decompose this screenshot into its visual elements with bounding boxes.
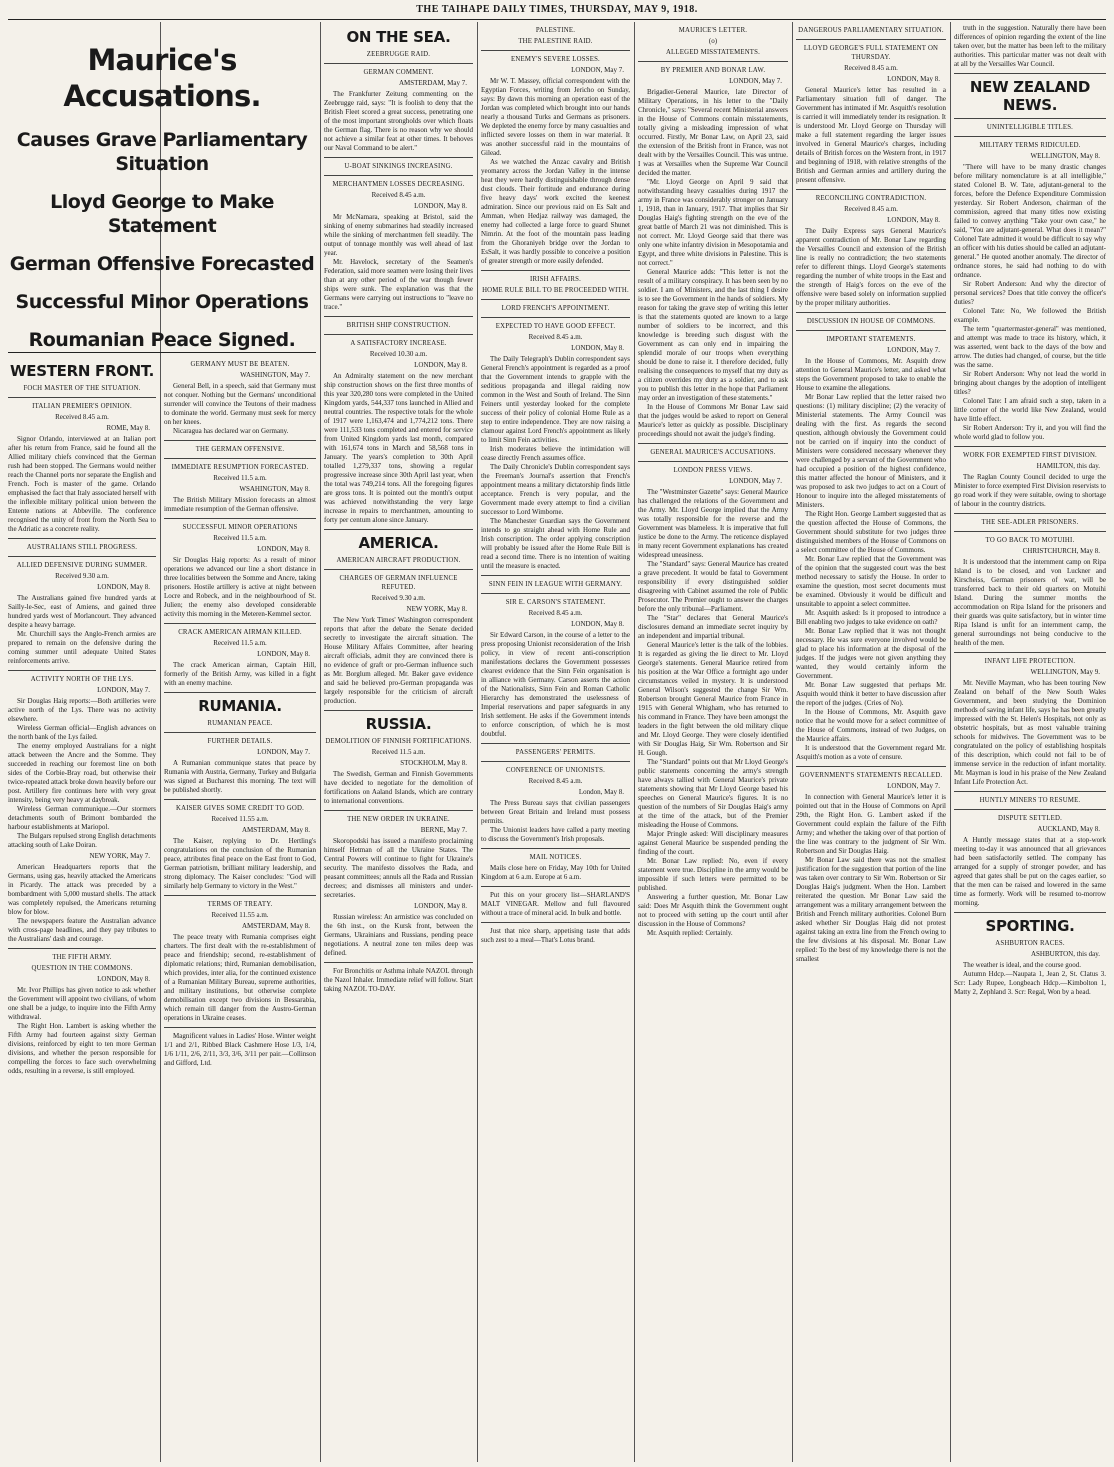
section-heading: IRISH AFFAIRS. bbox=[529, 276, 582, 283]
column-4 bbox=[481, 24, 630, 1462]
divider-rule bbox=[164, 799, 316, 800]
received-time: Received 11.55 a.m. bbox=[211, 911, 269, 919]
column-5 bbox=[638, 24, 788, 1462]
dateline: LONDON, May 7. bbox=[257, 748, 310, 756]
section-heading: GENERAL MAURICE'S ACCUSATIONS. bbox=[650, 449, 776, 456]
section-heading: RECONCILING CONTRADICTION. bbox=[815, 195, 927, 202]
section-heading: ACTIVITY NORTH OF THE LYS. bbox=[30, 676, 134, 683]
section-heading: DISCUSSION IN HOUSE OF COMMONS. bbox=[806, 318, 936, 325]
article-paragraph: Irish moderates believe the intimidation will cease directly French assumes office. bbox=[481, 445, 630, 462]
article-paragraph: "Mr. Lloyd George on April 9 said that notwithstanding heavy casualties during 1917 the army in France was considerably stronger on January 1, 1918, than in January, 1917. That implies that Sir Douglas Haig's fighting strength on the eve of the great battle of March 21 was not diminished. This is not correct. Mr. Lloyd George said that there was only one white infantry division in Mesopotamia and Egypt, and three white divisions in Palestine. This is not correct." bbox=[638, 178, 788, 267]
section-heading: FOCH MASTER OF THE SITUATION. bbox=[23, 385, 141, 392]
article-paragraph: Russian wireless: An armistice was concluded on the 6th inst., on the Kursk front, between the Germans, Ukrainians and Russians, pending peace negotiations. A neutral zone ten miles deep was defined. bbox=[324, 913, 473, 957]
divider-rule bbox=[164, 732, 316, 733]
section-heading: CONFERENCE OF UNIONISTS. bbox=[505, 767, 606, 774]
dateline: LONDON, May 7. bbox=[729, 77, 782, 85]
received-time: Received 11.5 a.m. bbox=[213, 639, 267, 647]
article-paragraph: American Headquarters reports that the Germans, using gas, heavily attacked the Americans in Picardy. The attack was preceded by a bombardment with 5,000 mustard shells. The attack was completely repulsed, the Americans returning blow for blow. bbox=[8, 863, 156, 916]
divider-rule bbox=[954, 136, 1106, 137]
divider-rule bbox=[481, 743, 630, 744]
section-heading: IMPORTANT STATEMENTS. bbox=[826, 336, 916, 343]
dateline: London, May 8. bbox=[578, 788, 624, 796]
dateline: WELLINGTON, May 8. bbox=[1030, 152, 1100, 160]
article-paragraph: Brigadier-General Maurice, late Director of Military Operations, in his letter to the "Daily Chronicle," says: "Several recent Ministerial answers in the House of Commons contain misstatements, totally giving a misleading impression of what occurred. Firstly, Mr Bonar Law, on April 23, said the extension of the British front in France, was not dealt with by the Versailles Council. This was untrue. I was at Versailles when the Supreme War Council decided the matter. bbox=[638, 88, 788, 177]
divider-rule bbox=[954, 513, 1106, 514]
section-heading: DEMOLITION OF FINNISH FORTIFICATIONS. bbox=[325, 738, 472, 745]
divider-rule bbox=[796, 330, 946, 331]
column-rule bbox=[634, 22, 635, 1462]
article-paragraph: The crack American airman, Captain Hill, formerly of the British Army, was killed in a fight with an enemy machine. bbox=[164, 661, 316, 687]
article-paragraph: The "Star" declares that General Maurice's disclosures demand an immediate secret inquiry by an independent and impartial tribunal. bbox=[638, 614, 788, 640]
divider-rule bbox=[954, 912, 1106, 913]
column-7 bbox=[954, 24, 1106, 1462]
divider-rule bbox=[324, 334, 473, 335]
received-time: Received 8.45 a.m. bbox=[528, 777, 583, 785]
received-time: Received 11.5 a.m. bbox=[213, 474, 267, 482]
section-heading: SINN FEIN IN LEAGUE WITH GERMANY. bbox=[488, 581, 623, 588]
section-heading: MAURICE'S LETTER. bbox=[678, 27, 748, 34]
divider-rule bbox=[164, 458, 316, 459]
section-title: ON THE SEA. bbox=[346, 28, 451, 46]
section-heading: ZEEBRUGGE RAID. bbox=[366, 51, 431, 58]
article-paragraph: As we watched the Anzac cavalry and British yeomanry across the Jordan Valley in the intense heat they were hardly distinguishable through dense dust clouds. Their fortitude and endurance during five heavy days' work excited the keenest admiration. Since our previous raid on Es Salt and Amman, when Hedjaz railway was damaged, the enemy had collected a large force to guard Shunet Nimrin. At the foot of the mountain pass leading from the Ghoraniyeh bridge over the Jordan to EsSalt, it was hardly possible to conceive a position of greater strength or more easily defended. bbox=[481, 158, 630, 265]
article-paragraph: Mr McNamara, speaking at Bristol, said the sinking of enemy submarines had steadily increased while the sinking of merchantmen fell steadily. The output of tonnage monthly was well ahead of last year. bbox=[324, 213, 473, 257]
banner-rule bbox=[8, 352, 316, 353]
article-paragraph: The Daily Express says General Maurice's apparent contradiction of Mr. Bonar Law regarding the Versailles Council and extension of the British line is really no contradiction; the two statements refer to different things. Lloyd George's statements regarding the number of white troops in the East and the strength of Haig's forces on the eve of the offensive were based solely on information supplied by the proper military authorities. bbox=[796, 227, 946, 307]
divider-rule bbox=[954, 809, 1106, 810]
dateline: LONDON, May 8. bbox=[571, 620, 624, 628]
article-paragraph: A Rumanian communique states that peace by Rumania with Austria, Germany, Turkey and Bulgaria was signed at Bucharest this morning. The text will be published shortly. bbox=[164, 759, 316, 794]
divider-rule bbox=[481, 575, 630, 576]
section-heading: DANGEROUS PARLIAMENTARY SITUATION. bbox=[798, 27, 944, 34]
article-paragraph: The newspapers feature the Australian advance with cross-page headlines, and they pay tributes to the Australians' dash and courage. bbox=[8, 917, 156, 943]
divider-rule bbox=[324, 529, 473, 530]
divider-rule bbox=[324, 316, 473, 317]
divider-rule bbox=[324, 569, 473, 570]
section-heading: AMERICAN AIRCRAFT PRODUCTION. bbox=[336, 557, 461, 564]
article-paragraph: Mails close here on Friday, May 10th for United Kingdom at 6 a.m. Europe at 6 a.m. bbox=[481, 864, 630, 881]
article-paragraph: The weather is ideal, and the course good. bbox=[963, 961, 1081, 969]
article-paragraph: Mr Bonar Law said there was not the smallest justification for the suggestion that portion of the line was taken over contrary to Sir Wm. Robertson or Sir Douglas Haig's judgment. When the Hon. Lambert reiterated the question. Mr Bonar Law said the arrangement was a military arrangement between the British and French military authorities. Colonel Burn asked whether Sir Douglas Haig did not protest against taking an extra line from the French owing to the few divisions at his disposal. Mr. Bonar Law replied: To the best of my knowledge there is not the smallest bbox=[796, 856, 946, 963]
divider-rule bbox=[164, 692, 316, 693]
front-deck-5: Roumanian Peace Signed. bbox=[28, 329, 296, 351]
dateline: LONDON, May 8. bbox=[97, 583, 150, 591]
section-heading: ALLIED DEFENSIVE DURING SUMMER. bbox=[16, 562, 148, 569]
received-time: Received 8.45 a.m. bbox=[371, 191, 426, 199]
article-paragraph: Autumn Hdcp.—Naupata 1, Jean 2, St. Clatus 3. Scr: Lady Rupee, Longbeach Hdcp.—Kimbolton 1, Matty 2, Zephland 3. Scr: Regal, Won by a head. bbox=[954, 970, 1106, 996]
divider-rule bbox=[164, 518, 316, 519]
section-heading: THE SEE-ADLER PRISONERS. bbox=[981, 519, 1079, 526]
column-rule bbox=[792, 22, 793, 1462]
section-title: RUSSIA. bbox=[365, 715, 432, 733]
divider-rule bbox=[481, 270, 630, 271]
front-deck-4: Successful Minor Operations bbox=[15, 291, 309, 313]
section-heading: IMMEDIATE RESUMPTION FORECASTED. bbox=[171, 464, 309, 471]
section-heading: KAISER GIVES SOME CREDIT TO GOD. bbox=[176, 805, 304, 812]
article-paragraph: The Right Hon. George Lambert suggested that as the question affected the House of Commons, the Government should substitute for two judges three distinguished members of the House of Commons on a select committee of the House of Commons. bbox=[796, 510, 946, 554]
article-paragraph: The Kaiser, replying to Dr. Hertling's congratulations on the conclusion of the Rumanian peace, attributes final peace on the East front to God, German patriotism, brilliant military leadership, and strong diplomacy. The Kaiser concludes: "God will similarly help Germany to victory in the West." bbox=[164, 837, 316, 890]
divider-rule bbox=[164, 440, 316, 441]
divider-rule bbox=[796, 766, 946, 767]
column-rule bbox=[950, 22, 951, 1462]
column-2 bbox=[164, 358, 316, 1462]
article-paragraph: The New York Times' Washington correspondent reports that after the debate the Senate decided secretly to investigate the aircraft situation. The House Military Affairs Committee, after hearing aircraft officials, admit they are convinced there is no evidence of graft or pro-German influence such as Mr. Borglum alleged. Mr. Baker gave evidence and said he believed pro-German propaganda was largely responsible for the criticism of aircraft production. bbox=[324, 616, 473, 705]
section-heading: U-BOAT SINKINGS INCREASING. bbox=[344, 163, 453, 170]
divider-rule bbox=[954, 118, 1106, 119]
article-paragraph: Mr. Bonar Law replied that it was not thought necessary. He was sure everyone involved would be glad to place his information at the disposal of the judges. If the judges were not given anything they wanted, they would certainly inform the Government. bbox=[796, 627, 946, 680]
front-headline: Maurice's Accusations. bbox=[63, 43, 261, 113]
article-paragraph: Colonel Tate: I am afraid such a step, taken in a little corner of the world like New Zealand, would have little effect. bbox=[954, 397, 1106, 423]
section-heading: THE NEW ORDER IN UKRAINE. bbox=[347, 816, 450, 823]
divider-rule bbox=[638, 61, 788, 62]
article-paragraph: Sir Douglas Haig reports: As a result of minor operations we advanced our line a short distance in three localities between the Somme and Ancre, taking prisoners. Hostile artillery is active at night between Locre and Robeck, and in the neighbourhood of St. Julien; the enemy also developed considerable activity this morning in the Meteren-Kemmel sector. bbox=[164, 556, 316, 618]
section-heading: GERMANY MUST BE BEATEN. bbox=[190, 361, 290, 368]
divider-rule bbox=[481, 848, 630, 849]
divider-rule bbox=[481, 299, 630, 300]
article-paragraph: In connection with General Maurice's letter it is pointed out that in the House of Commons on April 29th, the Right Hon. G. Lambert asked if the Government could explain the failure of the Fifth Army; and whether the taking over of that portion of the line was contrary to the judgment of Sir Wm. Robertson and Sir Douglas Haig. bbox=[796, 793, 946, 855]
dateline: LONDON, May 8. bbox=[887, 75, 940, 83]
divider-rule bbox=[164, 895, 316, 896]
dateline: CHRISTCHURCH, May 8. bbox=[1022, 547, 1100, 555]
article-paragraph: Sir Douglas Haig reports:—Both artilleries were active north of the Lys. There was no activity elsewhere. bbox=[8, 697, 156, 723]
section-heading: THE FIFTH ARMY. bbox=[52, 954, 112, 961]
received-time: Received 8.45 a.m. bbox=[844, 64, 898, 72]
received-time: Received 9.30 a.m. bbox=[55, 572, 109, 580]
dateline: LONDON, May 7. bbox=[571, 66, 624, 74]
article-paragraph: Mr W. T. Massey, official correspondent with the Egyptian Forces, writing from Jericho on Sunday, says: By dawn this morning an operation east of the Jordan was completed which brought into our hands nearly a thousand Turks and Germans as prisoners. We depleted the enemy force by many casualties and inflicted severe losses on them in war material. It was another successful raid in the mountains of Gilead. bbox=[481, 77, 630, 157]
section-heading: A SATISFACTORY INCREASE. bbox=[350, 340, 447, 347]
article-paragraph: Mr. Churchill says the Anglo-French armies are prepared to remain on the defensive during the coming summer until adequate United States reinforcements arrive. bbox=[8, 630, 156, 665]
column-3 bbox=[324, 24, 473, 1462]
section-heading: SUCCESSFUL MINOR OPERATIONS bbox=[182, 524, 298, 531]
article-paragraph: General Bell, in a speech, said that Germany must not conquer. Nothing but the Germans' unconditional surrender will convince the Teutons of their madness to dominate the world. Germany must seek for mercy on her knees. bbox=[164, 382, 316, 426]
dateline: LONDON, May 8. bbox=[257, 545, 310, 553]
article-paragraph: The Unionist leaders have called a party meeting to discuss the Government's Irish proposals. bbox=[481, 826, 630, 843]
section-heading: GOVERNMENT'S STATEMENTS RECALLED. bbox=[799, 772, 943, 779]
divider-rule bbox=[954, 446, 1106, 447]
article-paragraph: Mr. Bonar Law replied that the Government was of the opinion that the suggested court was the best method necessary to satisfy the House. In order to examine the question, most secret documents must be examined. Obviously it would be difficult and unsuitable to appoint a select committee. bbox=[796, 555, 946, 608]
article-paragraph: Mr Bonar Law replied that the letter raised two questions: (1) military discipline; (2) the veracity of Ministerial statements. The Army Council was dealing with the first. As regards the second question, although obviously the Government could not be carried on if inquiry into the conduct of Ministers were considered necessary whenever they were challenged by a servant of the Government who had occupied a position of the highest confidence, this matter affected the honour of Ministers, and it was proposed to ask two judges to act on a Court of Honour to inquire into the alleged misstatements of Ministers. bbox=[796, 393, 946, 509]
section-heading: MERCHANTMEN LOSSES DECREASING. bbox=[332, 181, 465, 188]
section-heading: UNINTELLIGIBLE TITLES. bbox=[986, 124, 1074, 131]
dateline: LONDON, May 7. bbox=[97, 686, 150, 694]
article-paragraph: Mr. Bonar Law replied: No, even if every statement were true. Discipline in the army would be impossible if such letters were permitted to be published. bbox=[638, 857, 788, 892]
article-paragraph: It is understood that the Government regard Mr. Asquith's motion as a vote of censure. bbox=[796, 744, 946, 761]
article-paragraph: Mr. Ivor Phillips has given notice to ask whether the Government will appoint two civilians, of whom one shall be a judge, to inquire into the Fifth Army withdrawal. bbox=[8, 986, 156, 1021]
front-deck-3: German Offensive Forecasted bbox=[9, 253, 315, 275]
section-heading: BY PREMIER AND BONAR LAW. bbox=[660, 67, 766, 74]
received-time: Received 8.45 a.m. bbox=[844, 205, 898, 213]
section-heading: HUNTLY MINERS TO RESUME. bbox=[979, 797, 1081, 804]
section-title: WESTERN FRONT. bbox=[10, 362, 154, 380]
received-time: (o) bbox=[708, 37, 718, 45]
divider-rule bbox=[481, 886, 630, 887]
article-paragraph: Colonel Tate: No, We followed the British example. bbox=[954, 307, 1106, 324]
section-heading: MILITARY TERMS RIDICULED. bbox=[979, 142, 1081, 149]
article-paragraph: Skoropodski has issued a manifesto proclaiming himself Hetman of all the Ukraine States. The Central Powers will continue to fight for Ukraine's security. The manifesto dissolves the Rada, and peasant committees; annuls all the Rada and Russian decrees; and dismisses all ministers and under-secretaries. bbox=[324, 837, 473, 899]
divider-rule bbox=[481, 761, 630, 762]
article-paragraph: Mr. Asquith replied: Certainly. bbox=[647, 929, 733, 937]
dateline: STOCKHOLM, May 8. bbox=[400, 759, 467, 767]
front-banner bbox=[8, 24, 316, 364]
article-paragraph: Sir Robert Anderson: And why the director of personal services? Does that title convey the officer's duties? bbox=[954, 280, 1106, 306]
section-heading: EXPECTED TO HAVE GOOD EFFECT. bbox=[495, 323, 616, 330]
dateline: LONDON, May 7. bbox=[887, 346, 940, 354]
dateline: LONDON, May 8. bbox=[414, 202, 467, 210]
dateline: WSAHINGTON, May 8. bbox=[239, 485, 310, 493]
received-time: Received 9.30 a.m. bbox=[371, 594, 426, 602]
article-paragraph: The Daily Telegraph's Dublin correspondent says General French's appointment is regarded as a proof that the Government intends to grapple with the seditious propaganda and illegal raiding now common in the West and South of Ireland. The Sinn Feiners until yesterday looked for the complete success of their policy of colonial Home Rule as a step to entire independence. They are now raising a clamour against Lord French's appointment as likely to limit Sinn Fein activities. bbox=[481, 355, 630, 444]
article-paragraph: The peace treaty with Rumania comprises eight charters. The first dealt with the re-establishment of peace and friendship; second, re-establishment of diplomatic relations; third, Rumanian demobilisation, which provides, inter alia, for the continued existence of a Rumanian Military Bureau, supreme authorities, and military institutions, but otherwise complete demobilisation except two divisions in Bessarabia, which remain till danger from the Austro-German operations in Ukraine ceases. bbox=[164, 933, 316, 1022]
front-deck-1: Causes Grave Parliamentary Situation bbox=[16, 129, 308, 175]
article-paragraph: General Maurice's letter is the talk of the lobbies. It is regarded as giving the lie direct to Mr. Lloyd George's statements. General Maurice retired from his position at the War Office a fortnight ago under circumstances veiled in mystery. It is understood General Wilson's suggested the change Sir Wm. Robertson brought General Maurice from France in 1915 with General Whigham, who has returned to his command in France. They have been amongst the leaders in the fight between the old military clique and Mr. Lloyd George. They were closely identified with Sir Douglas Haig, Sir Wm. Robertson and Sir H. Gough. bbox=[638, 641, 788, 757]
article-paragraph: The Right Hon. Lambert is asking whether the Fifth Army had fourteen against sixty German divisions, reinforced by eight to ten more German divisions, and whether the person responsible for compelling the forces to face such overwhelming odds, resulting in a reverse, is still employed. bbox=[8, 1022, 156, 1075]
dateline: ASHBURTON, this day. bbox=[1030, 950, 1100, 958]
column-rule bbox=[320, 22, 321, 1462]
article-paragraph: The enemy employed Australians for a night attack between the Ancre and the Somme. They succeeded in reaching our foremost line on both sides of the Corbie-Bray road, but otherwise their twice-repeated attack broke down heavily before our post. Artillery fire continues here with very great intensity, being very heavy at daybreak. bbox=[8, 742, 156, 804]
article-paragraph: General Maurice's letter has resulted in a Parliamentary situation full of danger. The Government has intimated if Mr. Asquith's resolution is carried it will immediately tender its resignation. It is understood Mr. Lloyd George on Thursday will make a full statement regarding the larger issues involved in General Maurice's charges, including details of British forces on the Western front, in 1917 and beginning of 1918, with relative strengths of the British and German armies and artillery during the present offensive. bbox=[796, 86, 946, 184]
section-title: SPORTING. bbox=[985, 917, 1075, 935]
masthead-rule bbox=[8, 19, 1106, 20]
article-paragraph: Mr. Neville Mayman, who has been touring New Zealand on behalf of the New South Wales Government, and been studying the Dominion methods of saving infant life, says he has been greatly impressed with the St. Helen's Hospitals, not only as obstetric hospitals, but as most valuable training schools for midwives. The Government was to be congratulated on the policy of establishing hospitals of this description, which could not fail to be of immense service in the reduction of infant mortality. Mr. Mayman is loud in his praise of the New Zealand Infant Life Protection Act. bbox=[954, 679, 1106, 786]
section-heading: TERMS OF TREATY. bbox=[207, 901, 273, 908]
section-heading: HOME RULE BILL TO BE PROCEEDED WITH. bbox=[482, 287, 629, 294]
section-heading: GERMAN COMMENT. bbox=[363, 69, 434, 76]
section-heading: ITALIAN PREMIER'S OPINION. bbox=[32, 403, 132, 410]
dateline: WASHINGTON, May 7. bbox=[240, 371, 310, 379]
section-heading: SIR E. CARSON'S STATEMENT. bbox=[505, 599, 606, 606]
divider-rule bbox=[324, 63, 473, 64]
divider-rule bbox=[324, 962, 473, 963]
article-paragraph: The Daily Chronicle's Dublin correspondent says the Freeman's Journal's assertion that French's appointment means a military dictatorship finds little acceptance. French is very popular, and the Government made every attempt to find a civilian successor to Lord Wimborne. bbox=[481, 463, 630, 516]
section-heading: LONDON PRESS VIEWS. bbox=[673, 467, 753, 474]
article-paragraph: Sir Edward Carson, in the course of a letter to the press proposing Unionist reconsideration of the Irish policy, in view of recent anti-conscription manifestations declares the Government possesses clearest evidence that the Sinn Fein organisation is in alliance with Germany. Carson asserts the action of the Nationalists, Sinn Fein and Roman Catholic Hierarchy has demonstrated the uselessness of Imperial reservations and paper safeguards in any Irish settlement. He asks if the Government intends to enforce conscription, of which he is most doubtful. bbox=[481, 631, 630, 738]
section-heading: QUESTION IN THE COMMONS. bbox=[31, 965, 133, 972]
section-heading: WORK FOR EXEMPTED FIRST DIVISION. bbox=[963, 452, 1097, 459]
dateline: BERNE, May 7. bbox=[420, 826, 467, 834]
section-heading: ASHBURTON RACES. bbox=[995, 940, 1065, 947]
dateline: AUCKLAND, May 8. bbox=[1037, 825, 1100, 833]
section-heading: LORD FRENCH'S APPOINTMENT. bbox=[501, 305, 610, 312]
article-paragraph: Just that nice sharp, appetising taste that adds such zest to a meal—That's Lotus brand. bbox=[481, 927, 630, 944]
dateline: LONDON, May 8. bbox=[97, 975, 150, 983]
article-paragraph: The Bulgars repulsed strong English detachments attacking south of Lake Doiran. bbox=[8, 832, 156, 849]
received-time: Received 11.5 a.m. bbox=[371, 748, 426, 756]
divider-rule bbox=[8, 556, 156, 557]
section-heading: INFANT LIFE PROTECTION. bbox=[984, 658, 1076, 665]
received-time: Received 10.30 a.m. bbox=[369, 350, 428, 358]
divider-rule bbox=[796, 39, 946, 40]
section-heading: TO GO BACK TO MOTUIHI. bbox=[985, 537, 1075, 544]
divider-rule bbox=[164, 1027, 316, 1028]
divider-rule bbox=[638, 461, 788, 462]
dateline: AMSTERDAM, May 8. bbox=[241, 922, 310, 930]
article-paragraph: Nicaragua has declared war on Germany. bbox=[173, 427, 289, 435]
article-paragraph: Major Pringle asked: Will disciplinary measures against General Maurice be suspended pending the finding of the court. bbox=[638, 830, 788, 856]
section-heading: CRACK AMERICAN AIRMAN KILLED. bbox=[178, 629, 302, 636]
dateline: LONDON, May 8. bbox=[887, 216, 940, 224]
article-paragraph: Wireless German communique.—Our stormers detachments south of Brimont bombarded the harbour establishments at Mariopol. bbox=[8, 805, 156, 831]
section-heading: ALLEGED MISSTATEMENTS. bbox=[665, 49, 761, 56]
section-heading: PALESTINE. bbox=[535, 27, 576, 34]
article-paragraph: An Admiralty statement on the new merchant ship construction shows on the first three months of this year 320,280 tons were completed in the United Kingdom yards, 544,337 tons launched in Allied and neutral countries. The respective totals for the whole of 1917 were 1,163,474 and 1,774,212 tons. There were 111,533 tons completed and entered for service from United Kingdom yards last month, compared with 161,674 tons in March and 58,568 tons in January. The years's completion to 30th April totalled 1,279,337 tons, showing a regular progressive increase since 30th April last year, when the total was 749,214 tons. All the foregoing figures are gross tons. It is pointed out the month's output was achieved notwithstanding the very large increase in repairs to merchantmen, amounting to forty per centum alone since January. bbox=[324, 372, 473, 524]
divider-rule bbox=[324, 157, 473, 158]
section-title: NEW ZEALAND NEWS. bbox=[969, 78, 1091, 114]
front-deck-2: Lloyd George to Make Statement bbox=[50, 191, 274, 237]
divider-rule bbox=[8, 948, 156, 949]
article-paragraph: The Frankfurter Zeitung commenting on the Zeebrugge raid, says: "It is foolish to deny that the British Fleet scored a great success, penetrating one of the most important strongholds over which floats the German flag. There is no reason why we should not achieve a similar feat at other times. It behoves our Naval Command to be alert." bbox=[324, 90, 473, 152]
divider-rule bbox=[796, 312, 946, 313]
dateline: LONDON, May 8. bbox=[257, 650, 310, 658]
section-heading: THE GERMAN OFFENSIVE. bbox=[195, 446, 285, 453]
dateline: AMSTERDAM, May 7. bbox=[398, 79, 467, 87]
dateline: LONDON, May 7. bbox=[729, 477, 782, 485]
divider-rule bbox=[954, 73, 1106, 74]
article-paragraph: The Australians gained five hundred yards at Sailly-le-Sec, east of Amiens, and gained three hundred yards west of Morlancourt. They advanced despite a heavy barrage. bbox=[8, 594, 156, 629]
article-paragraph: The Swedish, German and Finnish Governments have decided to negotiate for the demolition of fortifications on Aaland Islands, which are contrary to international conventions. bbox=[324, 770, 473, 805]
divider-rule bbox=[954, 791, 1106, 792]
article-paragraph: The "Westminster Gazette" says: General Maurice has challenged the relations of the Government and the Army. Mr. Lloyd George implied that the Army was totally responsible for the reverse and the Government was blameless. It is imperative that full justice be done to the Army. The reticence displayed in many recent Government explanations has created widespread uneasiness. bbox=[638, 488, 788, 559]
column-rule bbox=[477, 22, 478, 1462]
article-paragraph: Put this on your grocery list—SHARLAND'S MALT VINEGAR. Mellow and full flavoured without a trace of mineral acid. In bulk and bottle. bbox=[481, 891, 630, 917]
divider-rule bbox=[8, 397, 156, 398]
section-title: RUMANIA. bbox=[198, 697, 282, 715]
received-time: Received 8.45 a.m. bbox=[55, 413, 109, 421]
divider-rule bbox=[638, 443, 788, 444]
article-paragraph: Answering a further question, Mr. Bonar Law said: Does Mr Asquith think the Government ought not to proceed with setting up the court until after discussion in the House of Commons? bbox=[638, 893, 788, 928]
divider-rule bbox=[954, 652, 1106, 653]
article-paragraph: A Huntly message states that at a stop-work meeting to-day it was announced that all grievances had been satisfactorily settled. The company has arranged for a supply of stronger powder, and has agreed that gates shall be put on the cages earlier, so that the men can be raised and lowered in the same time as formerly. Work will be resumed to-morrow morning. bbox=[954, 836, 1106, 907]
divider-rule bbox=[324, 810, 473, 811]
section-heading: MAIL NOTICES. bbox=[529, 854, 582, 861]
dateline: NEW YORK, May 7. bbox=[89, 852, 150, 860]
article-paragraph: The Press Bureau says that civilian passengers between Great Britain and Ireland must possess permits. bbox=[481, 799, 630, 825]
divider-rule bbox=[481, 922, 630, 923]
article-paragraph: The Raglan County Council decided to urge the Minister to force exempted First Division reservists to go road work if they were suitable, owing to shortage of labour in the country districts. bbox=[954, 473, 1106, 508]
article-paragraph: It is understood that the internment camp on Ripa Island is to be closed, and von Luckner and Kirscheiss, German prisoners of war, will be transferred back to their old quarters on Motuihi Island. During the summer months the accommodation on Ripa Island for the prisoners and their guards was quite satisfactory, but in winter time Ripa Island is unfit for an internment camp, the general surroundings not being conducive to the health of the men. bbox=[954, 558, 1106, 647]
divider-rule bbox=[954, 531, 1106, 532]
section-heading: DISPUTE SETTLED. bbox=[998, 815, 1062, 822]
section-heading: FURTHER DETAILS. bbox=[207, 738, 273, 745]
divider-rule bbox=[324, 710, 473, 711]
section-heading: LLOYD GEORGE'S FULL STATEMENT ON THURSDAY. bbox=[803, 45, 939, 61]
masthead: THE TAIHAPE DAILY TIMES, THURSDAY, MAY 9, 1918. bbox=[416, 4, 698, 15]
article-paragraph: General Maurice adds: "This letter is not the result of a military conspiracy. It has been seen by no soldier. I am of Ministers, and the last thing I desire is to see the Government in the hands of soldiers. My reason for taking the grave step of writing this letter is that the statements quoted are known to a large number of soldiers to be incorrect, and this knowledge is breeding such disgust with the Government as can only end in impairing the splendid morale of our troops when everything should be done to raise it. I therefore decided, fully realising the consequences to myself that my duty as a citizen overrides my duty as a soldier, and to ask you to publish this letter in the hope that Parliament may order an investigation of these statements." bbox=[638, 268, 788, 402]
dateline: AMSTERDAM, May 8. bbox=[241, 826, 310, 834]
article-paragraph: The "Standard" points out that Mr Lloyd George's public statements concerning the army's strength have always tallied with General Maurice's private statements showing that Mr Lloyd George based his speeches on General Maurice's figures. It is no question of the numbers of Sir Douglas Haig's army at the time of the attack, but of the Premier misleading the House of Commons. bbox=[638, 758, 788, 829]
column-6 bbox=[796, 24, 946, 1462]
article-paragraph: Wireless German official—English advances on the north bank of the Lys failed. bbox=[8, 724, 156, 741]
article-paragraph: Sir Robert Anderson: Try it, and you will find the whole world glad to follow you. bbox=[954, 424, 1106, 441]
article-paragraph: In the House of Commons, Mr. Asquith gave notice that he would move for a select committee of the House of Commons, instead of two Judges, on the Maurice affairs. bbox=[796, 708, 946, 743]
article-paragraph: truth in the suggestion. Naturally there have been differences of opinion regarding the extent of the line taken over, but the matter has been left to the military authorities. This particular matter was not dealt with at all by the Versailles War Council. bbox=[954, 24, 1106, 68]
article-paragraph: The term "quartermaster-general" was mentioned, and attempt was made to trace its history, which, it was asserted, went back to the days of the bow and arrow. The duties had changed, of course, but the title was the same. bbox=[954, 325, 1106, 369]
dateline: NEW YORK, May 8. bbox=[406, 605, 467, 613]
section-heading: ENEMY'S SEVERE LOSSES. bbox=[511, 56, 600, 63]
article-paragraph: The British Military Mission forecasts an almost immediate resumption of the German offensive. bbox=[164, 496, 316, 513]
article-paragraph: Mr. Havelock, secretary of the Seamen's Federation, said more seamen were losing their lives than at any other period of the war though fewer ships were sunk. The explanation was that the Germans were carrying out instructions to "leave no trace." bbox=[324, 258, 473, 311]
section-heading: AUSTRALIANS STILL PROGRESS. bbox=[26, 544, 138, 551]
article-paragraph: The Manchester Guardian says the Government intends to go straight ahead with Home Rule and Irish conscription. The order applying conscription will probably be issued after the Home Rule Bill is read a second time. There is no intention of waiting until the measure is enacted. bbox=[481, 517, 630, 570]
article-paragraph: In the House of Commons Mr Bonar Law said that the judges would be asked to report on General Maurice's letter as quickly as possible. Disciplinary proceedings should not await the judge's finding. bbox=[638, 403, 788, 438]
divider-rule bbox=[164, 623, 316, 624]
divider-rule bbox=[481, 50, 630, 51]
dateline: LONDON, May 8. bbox=[571, 344, 624, 352]
dateline: LONDON, May 8. bbox=[414, 902, 467, 910]
divider-rule bbox=[481, 317, 630, 318]
received-time: Received 8.45 a.m. bbox=[528, 609, 583, 617]
section-heading: RUMANIAN PEACE. bbox=[207, 720, 273, 727]
received-time: Received 11.5 a.m. bbox=[213, 534, 267, 542]
dateline: LONDON, May 8. bbox=[414, 361, 467, 369]
article-paragraph: Magnificent values in Ladies' Hose. Winter weight 1/1 and 2/1, Ribbed Black Cashmere Hose 1/3, 1/4, 1/6 1/11, 2/6, 2/11, 3/3, 3/6, 3/11 per pair.—Collinson and Gifford, Ltd. bbox=[164, 1032, 316, 1067]
divider-rule bbox=[8, 670, 156, 671]
article-paragraph: "There will have to be many drastic changes before military nomenclature is at all intelligible," stated Colonel B. W. Tate, adjutant-general to the forces, before the Defence Expenditure Commission yesterday. Sir Robert Anderson, chairman of the commission, agreed that many titles now existing failed to convey anything "Take your own case," he said, "You are adjutant-general. What does it mean?" Colonel Tate admitted it would be difficult to say why an officer with his duties should be called an adjutant-general." He quoted another anomaly. The director of ordnance stores, he said had nothing to do with ordnance. bbox=[954, 163, 1106, 279]
article-paragraph: In the House of Commons, Mr. Asquith drew attention to General Maurice's letter, and asked what steps the Government proposed to take to enable the House to examine the allegations. bbox=[796, 357, 946, 392]
article-paragraph: Mr. Bonar Law suggested that perhaps Mr. Asquith would think it better to have discussion after the report of the judges. (Cries of No). bbox=[796, 681, 946, 707]
article-paragraph: The "Standard" says: General Maurice has created a grave precedent. It would be fatal to Government responsibility if every distinguished soldier disagreeing with Cabinet assumed the role of Public Prosecutor. The Premier ought to answer the charges before the only tribunal—Parliament. bbox=[638, 560, 788, 613]
section-title: AMERICA. bbox=[358, 534, 439, 552]
section-heading: CHARGES OF GERMAN INFLUENCE REFUTED. bbox=[339, 575, 458, 591]
column-1 bbox=[8, 358, 156, 1462]
article-paragraph: Signor Orlando, interviewed at an Italian port after his return from France, said he found all the Allied military chiefs convinced that the German rush had been stopped. The Germans would neither reach the Channel ports nor separate the English and French. Foch is master of the game. Orlando emphasised the fact that Italy associated herself with the inflexible military political union between the Entente nations at Abbeville. The conference recognised the unity of front from the North Sea to the Adriatic as a concrete reality. bbox=[8, 435, 156, 533]
section-heading: PASSENGERS' PERMITS. bbox=[515, 749, 596, 756]
divider-rule bbox=[324, 175, 473, 176]
dateline: WELLINGTON, May 9. bbox=[1030, 668, 1100, 676]
article-paragraph: Sir Robert Anderson: Why not lead the world in bringing about changes by the adoption of intelligent titles? bbox=[954, 370, 1106, 396]
received-time: Received 8.45 a.m. bbox=[528, 333, 583, 341]
article-paragraph: Mr. Asquith asked: Is it proposed to introduce a Bill enabling two judges to take evidence on oath? bbox=[796, 609, 946, 626]
section-heading: THE PALESTINE RAID. bbox=[518, 38, 593, 45]
divider-rule bbox=[8, 538, 156, 539]
received-time: Received 11.55 a.m. bbox=[211, 815, 269, 823]
dateline: ROME, May 8. bbox=[106, 424, 150, 432]
dateline: LONDON, May 7. bbox=[887, 782, 940, 790]
section-heading: BRITISH SHIP CONSTRUCTION. bbox=[346, 322, 451, 329]
divider-rule bbox=[481, 593, 630, 594]
article-paragraph: For Bronchitis or Asthma inhale NAZOL through the Nazol Inhaler. Immediate relief will follow. Start taking NAZOL TO-DAY. bbox=[324, 967, 473, 993]
dateline: HAMILTON, this day. bbox=[1036, 462, 1100, 470]
divider-rule bbox=[796, 189, 946, 190]
